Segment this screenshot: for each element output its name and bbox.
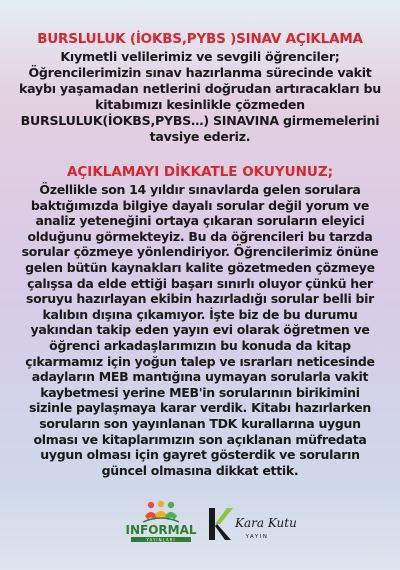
body-line: gelen bütün kaynakları kalite gözetmeden çözmeye: [25, 259, 375, 275]
body-line: güncel olmasına dikkat ettik.: [101, 462, 299, 478]
intro-line: Kıymetli velilerimiz ve sevgili öğrenciler;: [60, 49, 340, 64]
body-line: Özellikle son 14 yıldır sınavlarda gelen sorulara: [39, 182, 361, 197]
body-line: yakından takip eden yayın evi olarak öğretmen ve: [30, 322, 370, 338]
karakutu-logo-subtext: YAYIN: [245, 534, 269, 540]
body-line: analiz yeteneğini ortaya çıkaran soruların eleyici: [35, 213, 365, 229]
intro-line: kitabımızı kesinlikle çözmeden: [95, 97, 305, 113]
intro-line: kaybı yaşamadan netlerini doğrudan artıracakları bu: [19, 81, 381, 97]
section-subtitle: AÇIKLAMAYI DİKKATLE OKUYUNUZ;: [66, 164, 334, 180]
publisher-logos: [0, 498, 400, 558]
karakutu-logo: [205, 502, 297, 548]
body-line: baktığımızda bilgiye dayalı sorular değil yorum ve: [30, 197, 370, 213]
intro-line: Öğrencilerimizin sınav hazırlanma sürecinde vakit: [28, 65, 372, 81]
body-line: çalışsa da elde ettiği başarı sınırlı oluyor çünkü her: [27, 275, 373, 291]
body-line: uygun olması için gayret gösterdik ve soruların: [40, 447, 360, 463]
informal-logo-subtext: YAYINLARI: [146, 537, 176, 543]
body-line: soruların son yayınlanan TDK kurallarına uygun: [39, 415, 361, 431]
karakutu-logo-text: Kara Kutu: [235, 516, 297, 530]
informal-figures-icon: [143, 501, 179, 522]
body-line: soruyu hazırlayan ekibin hazırladığı sorular belli bir: [25, 291, 375, 307]
body-line: kaybetmesi yerine MEB'in sorularının birikimini: [40, 384, 360, 400]
body-paragraph: [8, 182, 392, 478]
intro-paragraph: [10, 49, 390, 146]
body-line: öğrenci arkadaşlarımızın bu konuda da kitap: [49, 337, 351, 353]
intro-line: tavsiye ederiz.: [149, 129, 251, 145]
informal-logo-text: INFORMAL: [125, 523, 197, 537]
page-title: BURSLULUK (İOKBS,PYBS )SINAV AÇIKLAMA: [37, 31, 363, 47]
body-line: olduğunu görmekteyiz. Bu da öğrencileri bu tarzda: [27, 228, 373, 244]
informal-logo: [121, 500, 201, 548]
body-line: olması ve kitaplarımızın son açıklanan müfredata: [33, 431, 367, 447]
body-line: kalıbın dışına çıkamıyor. İşte biz de bu durumu: [42, 306, 358, 322]
intro-line: BURSLULUK(İOKBS,PYBS…) SINAVINA girmemelerini: [20, 113, 380, 129]
body-line: sizinle paylaşmaya karar verdik. Kitabı hazırlarken: [29, 400, 371, 416]
body-line: adayların MEB mantığına uymayan sorularla vakit: [31, 369, 369, 385]
karakutu-k-icon: [209, 508, 233, 540]
body-line: çıkarmamız için yoğun talep ve ısrarları neticesinde: [25, 353, 375, 369]
body-line: sorular çözmeye yönlendiriyor. Öğrencilerimiz önüne: [21, 244, 379, 260]
